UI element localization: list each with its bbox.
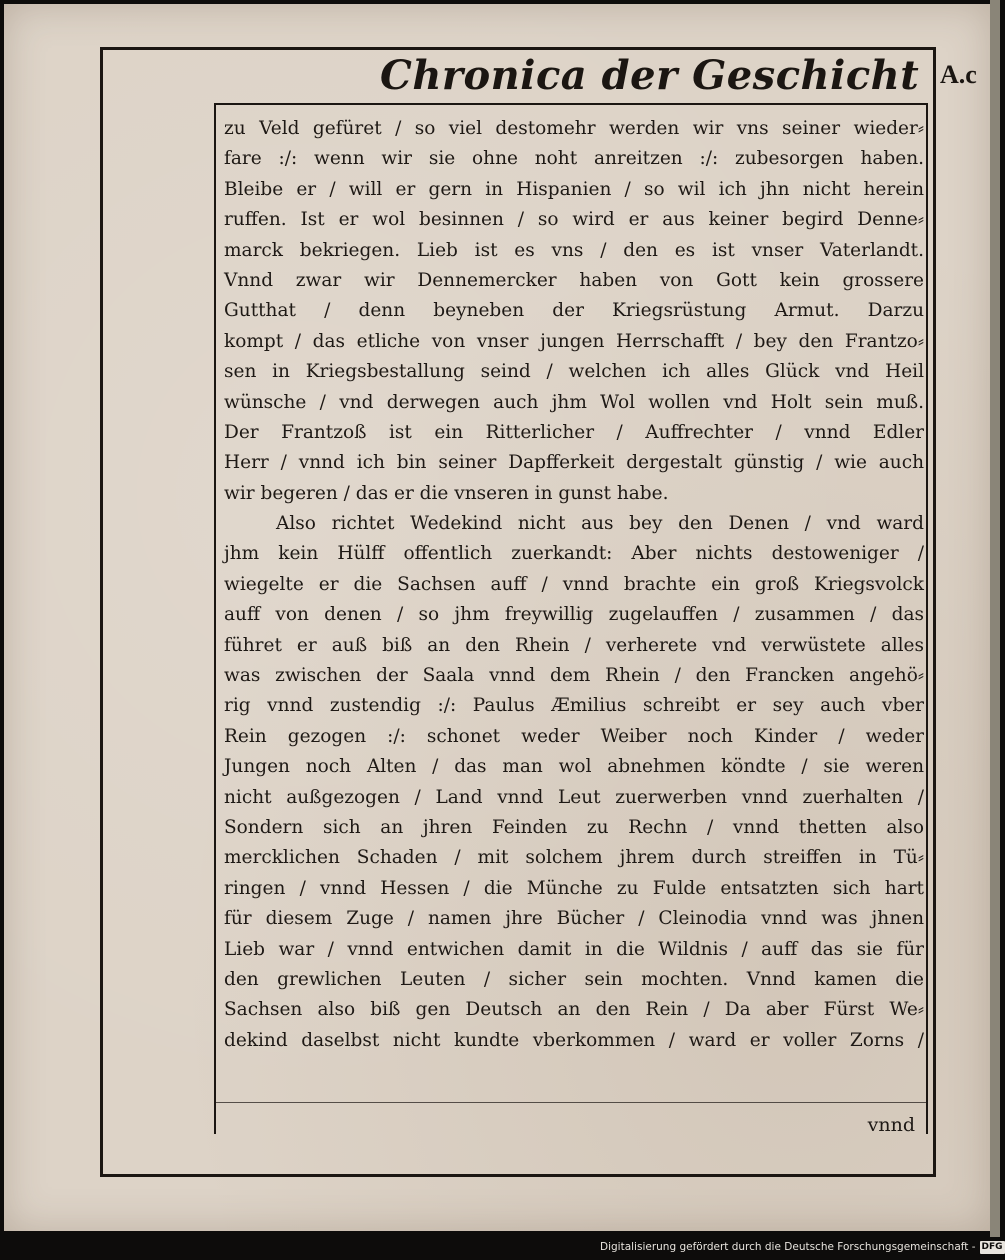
text-line: Bleibe er / will er gern in Hispanien / so wil ich jhn nicht herein xyxy=(224,178,924,200)
text-line: Gutthat / denn beyneben der Kriegsrüstung Armut. Darzu xyxy=(224,300,924,322)
text-line: kompt / das etliche von vnser jungen Herrschafft / bey den Frantzo⸗ xyxy=(224,330,924,352)
text-line: wünsche / vnd derwegen auch jhm Wol wollen vnd Holt sein muß. xyxy=(224,391,924,413)
text-line: mercklichen Schaden / mit solchem jhrem durch streiffen in Tü⸗ xyxy=(224,847,924,869)
text-line: Rein gezogen :/: schonet weder Weiber noch Kinder / weder xyxy=(224,725,924,747)
catchword: vnnd xyxy=(867,1114,915,1136)
page-edge-strip xyxy=(990,0,1000,1237)
text-line: Also richtet Wedekind nicht aus bey den Denen / vnd ward xyxy=(276,513,924,535)
text-line: marck bekriegen. Lieb ist es vns / den es ist vnser Vaterlandt. xyxy=(224,239,924,261)
column-left-rule xyxy=(214,104,216,1134)
digitization-credit xyxy=(600,1237,1003,1257)
credit-text: Digitalisierung gefördert durch die Deutsche Forschungsgemeinschaft - xyxy=(600,1241,976,1253)
text-line: den grewlichen Leuten / sicher sein mochten. Vnnd kamen die xyxy=(224,968,924,990)
text-bottom-rule xyxy=(214,1102,928,1103)
frame-right-rule-outer xyxy=(933,47,936,1177)
text-line: fare :/: wenn wir sie ohne noht anreitzen :/: zubesorgen haben. xyxy=(224,148,924,170)
text-column xyxy=(224,114,924,1056)
text-line: Sondern sich an jhren Feinden zu Rechn / vnnd thetten also xyxy=(224,816,924,838)
text-line: Vnnd zwar wir Dennemercker haben von Gott kein grossere xyxy=(224,269,924,291)
dfg-logo-icon: DFG xyxy=(981,1241,1003,1252)
text-line: wiegelte er die Sachsen auff / vnnd brachte ein groß Kriegsvolck xyxy=(224,573,924,595)
column-right-rule xyxy=(926,104,928,1134)
frame-bottom-rule xyxy=(102,1174,936,1177)
running-title: Chronica der Geschicht xyxy=(380,52,920,99)
text-line: auff von denen / so jhm freywillig zugelauffen / zusammen / das xyxy=(224,604,924,626)
text-line: wir begeren / das er die vnseren in gunst habe. xyxy=(224,482,669,504)
text-line: zu Veld gefüret / so viel destomehr werden wir vns seiner wieder⸗ xyxy=(224,118,924,139)
header-rule xyxy=(214,103,928,105)
text-line: führet er auß biß an den Rhein / verherete vnd verwüstete alles xyxy=(224,634,924,656)
text-line: Jungen noch Alten / das man wol abnehmen köndte / sie weren xyxy=(224,756,924,778)
text-line: dekind daselbst nicht kundte vberkommen / ward er voller Zorns / xyxy=(224,1029,924,1051)
text-line: für diesem Zuge / namen jhre Bücher / Cleinodia vnnd was jhnen xyxy=(224,908,924,930)
text-line: Sachsen also biß gen Deutsch an den Rein / Da aber Fürst We⸗ xyxy=(224,999,924,1021)
text-line: Der Frantzoß ist ein Ritterlicher / Auffrechter / vnnd Edler xyxy=(224,421,924,443)
text-line: sen in Kriegsbestallung seind / welchen ich alles Glück vnd Heil xyxy=(224,361,924,383)
text-line: rig vnnd zustendig :/: Paulus Æmilius schreibt er sey auch vber xyxy=(224,695,924,717)
text-line: ringen / vnnd Hessen / die Münche zu Fulde entsatzten sich hart xyxy=(224,877,924,899)
text-line: Lieb war / vnnd entwichen damit in die Wildnis / auff das sie für xyxy=(224,938,924,960)
signature-mark: A.c xyxy=(940,60,977,89)
text-line: Herr / vnnd ich bin seiner Dapfferkeit dergestalt günstig / wie auch xyxy=(224,452,924,474)
text-line: jhm kein Hülff offentlich zuerkandt: Aber nichts destoweniger / xyxy=(224,543,924,565)
text-line: nicht außgezogen / Land vnnd Leut zuerwerben vnnd zuerhalten / xyxy=(224,786,924,808)
text-line: ruffen. Ist er wol besinnen / so wird er aus keiner begird Denne⸗ xyxy=(224,209,924,231)
text-line: was zwischen der Saala vnnd dem Rhein / den Francken angehö⸗ xyxy=(224,665,924,687)
frame-left-rule xyxy=(100,47,103,1177)
